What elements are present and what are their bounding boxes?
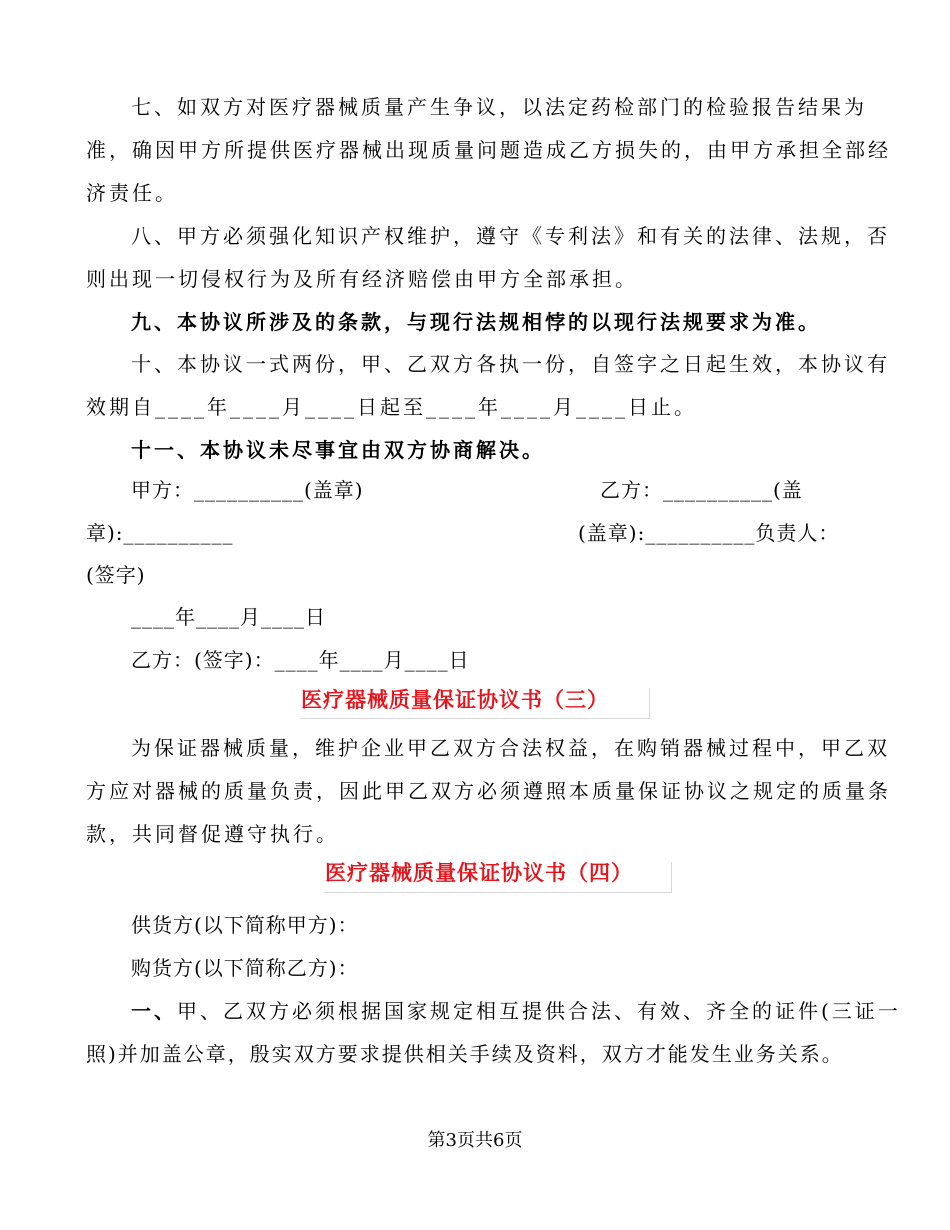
party-b-seal-responsible: (盖章):__________负责人： [578,521,840,545]
party-a-seal-line: 章):__________ [86,521,234,545]
party-a-date-line: ____年____月____日 [131,605,326,629]
clause-7-line-3: 济责任。 [86,181,178,205]
section-3-title: 医疗器械质量保证协议书（三） [301,687,609,712]
clause-10-line-1: 十、本协议一式两份，甲、乙双方各执一份，自签字之日起生效，本协议有 [131,352,890,376]
clause-10-line-2: 效期自____年____月____日起至____年____月____日止。 [86,395,697,419]
page-number: 第3页共6页 [427,1130,523,1151]
clause-11-line-1: 十一、本协议未尽事宜由双方协商解决。 [131,438,545,462]
section-4-clause-1-number: 一、 [131,999,177,1023]
section-3-title-edge [649,688,650,719]
clause-7-line-1: 七、如双方对医疗器械质量产生争议，以法定药检部门的检验报告结果为 [131,95,867,119]
signature-label: (签字) [86,563,146,587]
clause-9-line-1: 九、本协议所涉及的条款，与现行法规相悖的以现行法规要求为准。 [131,310,821,334]
clause-7-line-2: 准，确因甲方所提供医疗器械出现质量问题造成乙方损失的，由甲方承担全部经 [86,138,891,162]
section-3-para-line-3: 款，共同督促遵守执行。 [86,822,339,846]
section-4-title-underline [324,892,672,893]
section-3-para-line-2: 方应对器械的质量负责，因此甲乙双方必须遵照本质量保证协议之规定的质量条 [86,779,891,803]
section-4-clause-1-text: 甲、乙双方必须根据国家规定相互提供合法、有效、齐全的证件(三证一 [177,999,901,1023]
supplier-line: 供货方(以下简称甲方)： [131,913,359,937]
party-b-signature: 乙方：__________(盖 [600,478,803,502]
party-a-signature: 甲方：__________(盖章) [131,478,364,502]
party-b-sign-date: 乙方：(签字)：____年____月____日 [131,648,470,672]
section-4-title: 医疗器械质量保证协议书（四） [325,860,633,885]
clause-8-line-2: 则出现一切侵权行为及所有经济赔偿由甲方全部承担。 [86,267,638,291]
section-4-clause-1-line-1 [131,997,901,1025]
section-4-clause-1-line-2: 照)并加盖公章，殷实双方要求提供相关手续及资料，双方才能发生业务关系。 [86,1042,844,1066]
section-4-title-edge [671,862,672,893]
section-3-title-underline [300,718,650,719]
section-3-para-line-1: 为保证器械质量，维护企业甲乙双方合法权益，在购销器械过程中，甲乙双 [131,736,890,760]
clause-8-line-1: 八、甲方必须强化知识产权维护，遵守《专利法》和有关的法律、法规，否 [131,224,890,248]
buyer-line: 购货方(以下简称乙方)： [131,956,359,980]
